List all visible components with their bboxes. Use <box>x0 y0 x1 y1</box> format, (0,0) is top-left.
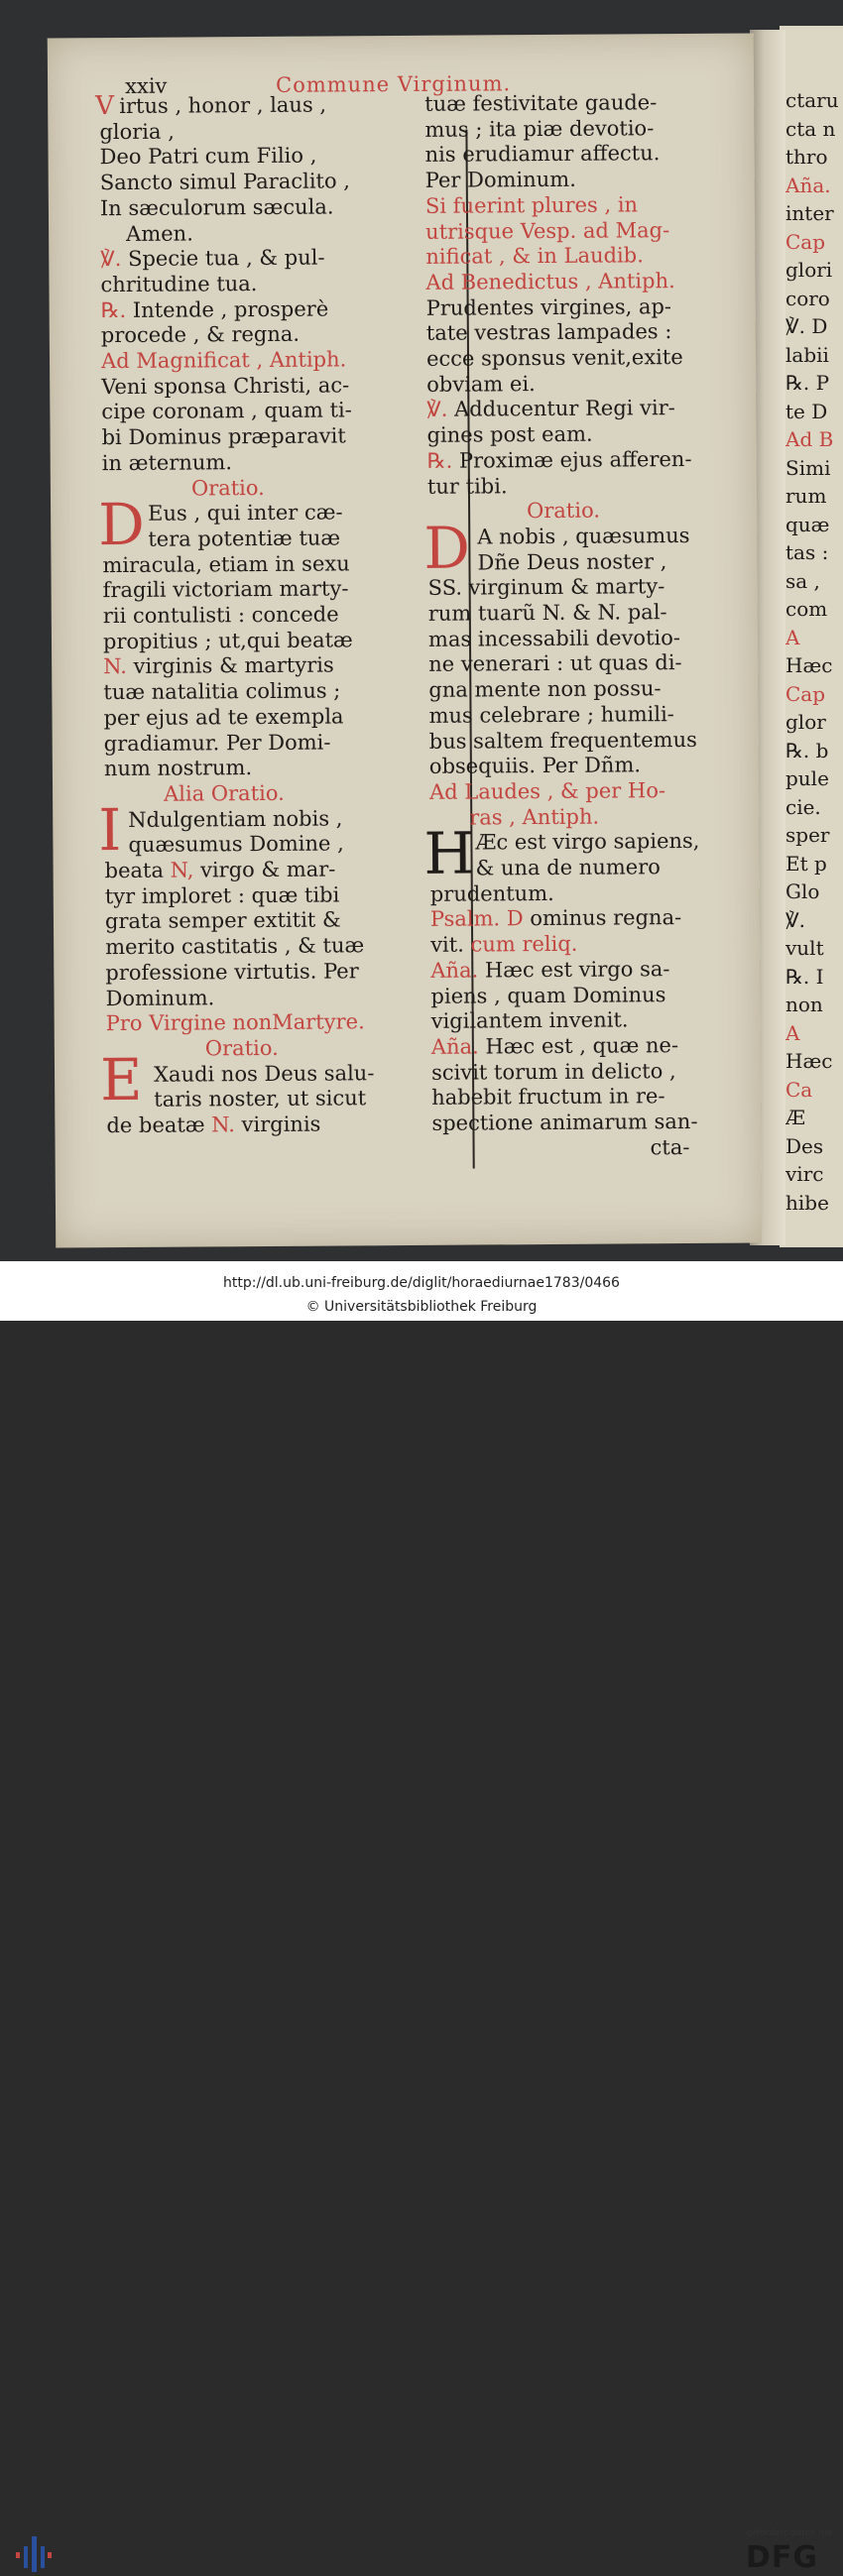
line-text: SS. virginum & marty- <box>427 574 665 601</box>
right-line <box>428 675 661 703</box>
line-text: de beatæ <box>106 1112 205 1138</box>
line-text: Ad Magnificat , Antiph. <box>100 347 347 374</box>
line-text: cipe coronam , quam ti- <box>101 398 352 424</box>
left-line <box>128 805 342 833</box>
right-line <box>430 982 665 1009</box>
line-text: grata semper extitit & <box>104 907 341 934</box>
next-page-fragment: te D <box>785 399 828 423</box>
right-line <box>430 904 681 932</box>
line-text: bi Dominus præparavit <box>101 423 346 450</box>
line-text: Specie tua , & pul- <box>127 245 325 272</box>
right-line <box>424 141 660 169</box>
left-line <box>105 881 340 909</box>
line-text: mus celebrare ; humili- <box>428 701 674 728</box>
right-line <box>430 931 577 958</box>
line-text: chritudine tua. <box>100 271 258 297</box>
line-text: Eus , qui inter cæ- <box>148 500 343 526</box>
left-line <box>101 423 345 451</box>
line-text: professione virtutis. Per <box>105 959 359 985</box>
next-page-fragment: hibe <box>785 1190 829 1215</box>
right-line <box>426 371 536 398</box>
copyright: © Universitätsbibliothek Freiburg <box>305 1299 538 1315</box>
left-line <box>101 346 346 374</box>
line-text: cta- <box>650 1134 690 1159</box>
left-line <box>100 245 324 273</box>
dfg-logo: DFG <box>746 2540 819 2575</box>
line-text: Oratio. <box>204 1035 279 1061</box>
left-line <box>128 831 343 859</box>
next-page-fragment: Et p <box>785 851 827 876</box>
next-page-fragment: Aña. <box>785 173 831 197</box>
book-page <box>48 34 762 1248</box>
line-text: ne venerari : ut quas di- <box>428 650 682 677</box>
next-page-fragment: sper <box>785 823 830 847</box>
line-text: merito castitatis , & tuæ <box>105 933 365 960</box>
line-text: Dñe Deus noster , <box>477 548 667 575</box>
initial-e: E <box>99 1045 143 1114</box>
line-text: Ad Laudes , & per Ho- <box>428 778 666 804</box>
line-text-cont: Hæc est virgo sa- <box>478 956 670 983</box>
line-text: tuæ festivitate gaude- <box>424 90 658 116</box>
left-line <box>100 193 334 221</box>
versicle-marker: ℞. <box>426 448 460 473</box>
line-text: Oratio. <box>190 475 265 500</box>
next-page-fragment: quæ <box>785 512 830 536</box>
right-line <box>425 268 674 295</box>
next-page-fragment: ℞. P <box>785 371 830 395</box>
line-text: per ejus ad te exempla <box>103 704 344 730</box>
line-text: num nostrum. <box>103 756 253 781</box>
left-line <box>154 1086 366 1112</box>
right-line <box>428 649 682 677</box>
right-line <box>429 753 641 779</box>
footer-bar <box>0 1261 843 2575</box>
next-page-fragment: thro <box>785 145 828 169</box>
right-line <box>477 523 689 549</box>
line-text-cont: virgo & mar- <box>199 857 336 882</box>
line-text: ecce sponsus venit,exite <box>425 345 683 371</box>
next-page-fragment: Cap <box>785 229 826 254</box>
line-text: obviam ei. <box>426 371 536 397</box>
line-text: mas incessabili devotio- <box>427 625 681 651</box>
left-line <box>106 1112 320 1139</box>
line-text: & una de numero <box>475 855 661 880</box>
line-text: nificat , & in Laudib. <box>425 243 644 270</box>
right-line <box>425 242 644 270</box>
left-line <box>101 321 300 348</box>
line-text: piens , quam Dominus <box>430 982 666 1008</box>
next-page-fragment: cie. <box>785 794 821 819</box>
line-text: Alia Oratio. <box>163 780 285 806</box>
line-text: tate vestras lampades : <box>425 319 672 346</box>
left-line <box>106 1008 365 1036</box>
line-text: rii contulisti : concede <box>102 602 339 629</box>
left-line <box>105 985 214 1011</box>
initial-d-left: D <box>97 490 145 559</box>
university-logo-icon <box>12 2532 56 2576</box>
left-line <box>126 220 193 246</box>
next-page-fragment: Des <box>785 1133 824 1158</box>
line-text: in æternum. <box>101 450 233 475</box>
left-line <box>99 118 175 145</box>
left-line <box>103 703 343 731</box>
versicle-marker: ℣. <box>100 247 129 272</box>
next-page-fragment: Cap <box>785 681 826 706</box>
initial-i: I <box>98 796 122 865</box>
next-page-fragment: ℣. D <box>785 314 828 338</box>
left-line <box>104 729 331 757</box>
line-text: Si fuerint plures , in <box>424 192 639 218</box>
next-page-fragment: A <box>785 625 800 649</box>
line-text: gna mente non possu- <box>428 676 662 702</box>
line-text: rum tuarũ N. & N. pal- <box>427 600 667 626</box>
next-page-fragment: tas : <box>785 540 829 564</box>
rubric-mark: N, <box>163 858 201 882</box>
left-line <box>100 168 350 195</box>
right-line <box>427 473 508 500</box>
next-page-fragment: glori <box>785 258 833 282</box>
line-text: tuæ natalitia colimus ; <box>103 678 341 705</box>
next-page-fragment: non <box>785 993 823 1016</box>
line-text: taris noster, ut sicut <box>154 1086 367 1112</box>
next-page-fragment: ℣. <box>785 907 806 932</box>
line-text-cont: Hæc est , quæ ne- <box>478 1032 679 1059</box>
line-text: quæsumus Domine , <box>128 831 344 858</box>
line-text: habebit fructum in re- <box>431 1084 665 1111</box>
next-page-fragment: rum <box>785 484 827 508</box>
line-text: Æc est virgo sapiens, <box>475 829 700 855</box>
line-text: fragili victoriam marty- <box>102 576 349 603</box>
next-page-fragment: ℞. b <box>785 738 829 762</box>
left-line <box>101 398 352 425</box>
next-page-fragment: virc <box>785 1162 824 1186</box>
next-page-fragment: Hæc <box>785 653 833 677</box>
right-line <box>425 167 576 193</box>
line-text: propitius ; ut,qui beatæ <box>102 628 353 653</box>
initial-d-right: D <box>423 514 471 582</box>
right-line <box>428 625 680 652</box>
left-line <box>103 601 339 629</box>
line-text: Deo Patri cum Filio , <box>99 143 317 170</box>
next-page-fragment: Æ <box>785 1106 806 1129</box>
right-line <box>469 803 599 830</box>
line-text: mus ; ita piæ devotio- <box>424 115 655 142</box>
next-page-fragment: Hæc <box>785 1049 833 1073</box>
line-text: Intende , prosperè <box>132 296 329 322</box>
line-text-cont: ominus regna- <box>530 905 682 931</box>
scan-area <box>0 0 843 1261</box>
versicle-marker: N. <box>103 654 134 679</box>
left-line <box>103 678 340 706</box>
right-line <box>428 701 674 729</box>
line-text: ras , Antiph. <box>469 804 600 830</box>
right-line <box>426 344 683 372</box>
line-text: virginis & martyris <box>133 652 334 679</box>
next-page-fragment: labii <box>785 342 829 367</box>
right-line <box>429 777 665 805</box>
right-line <box>476 854 661 880</box>
left-line <box>154 1060 375 1088</box>
line-text: tur tibi. <box>426 473 508 499</box>
right-line <box>527 498 600 525</box>
next-page-fragment: glor <box>785 710 826 734</box>
next-page-edge <box>780 26 843 1247</box>
right-line <box>431 1007 629 1034</box>
right-line <box>477 548 666 575</box>
line-text: nis erudiamur affectu. <box>424 141 661 168</box>
right-line <box>426 293 672 321</box>
initial-h: H <box>423 819 475 887</box>
right-line <box>424 89 657 117</box>
next-page-fragment: com <box>785 597 828 621</box>
line-text: Aña. <box>430 958 479 983</box>
line-text: beata <box>104 858 165 883</box>
line-text: Prudentes virgines, ap- <box>425 293 672 320</box>
line-text: vigilantem invenit. <box>430 1007 629 1034</box>
right-line <box>428 599 667 627</box>
left-line <box>164 780 285 807</box>
line-text: Psalm. <box>429 906 501 932</box>
right-line <box>426 318 672 346</box>
line-text: Amen. <box>126 220 193 246</box>
next-page-fragment: vult <box>785 936 824 960</box>
next-page-fragment: coro <box>785 286 830 310</box>
line-text: vit. <box>430 932 464 957</box>
line-text: Adducentur Regi vir- <box>454 396 675 422</box>
line-text: irtus , honor , laus , <box>119 92 327 118</box>
left-line <box>105 932 364 960</box>
line-text: tyr imploret : quæ tibi <box>104 882 340 908</box>
left-line <box>103 576 349 604</box>
next-page-fragment: pule <box>785 766 829 790</box>
left-line <box>100 271 257 297</box>
right-line <box>650 1134 689 1160</box>
line-text: Proximæ ejus afferen- <box>458 446 692 473</box>
next-page-fragment: Simi <box>785 455 831 480</box>
funder-note: gefördert durch die <box>746 2528 832 2538</box>
line-text: gradiamur. Per Domi- <box>103 730 331 756</box>
right-line <box>425 217 669 245</box>
line-text: prudentum. <box>429 880 554 906</box>
left-line <box>103 627 353 654</box>
line-text: A nobis , quæsumus <box>477 523 690 549</box>
left-line <box>191 474 265 501</box>
left-line <box>105 856 336 883</box>
initial-v: V <box>95 91 115 122</box>
right-line <box>427 446 692 474</box>
right-line <box>424 115 654 143</box>
versicle-marker: ℣. <box>426 398 455 422</box>
next-page-fragment: A <box>785 1020 800 1045</box>
line-text: Ad Benedictus , Antiph. <box>425 268 675 294</box>
left-line <box>102 449 232 476</box>
rubric-mark: N. <box>204 1112 242 1137</box>
next-page-fragment: Glo <box>785 879 820 903</box>
left-line <box>205 1035 279 1062</box>
left-line <box>148 525 340 551</box>
left-line <box>103 652 334 680</box>
right-line <box>431 1032 678 1060</box>
left-line <box>105 958 359 986</box>
left-line <box>148 500 343 527</box>
left-line <box>105 907 341 935</box>
line-text: Dominum. <box>105 985 215 1010</box>
line-text: spectione animarum san- <box>431 1109 698 1135</box>
rubric-mark: cum reliq. <box>463 931 578 957</box>
left-line <box>104 755 252 781</box>
line-text: bus saltem frequentemus <box>428 727 697 754</box>
right-line <box>426 395 675 422</box>
right-line <box>426 421 592 448</box>
right-line <box>475 828 699 856</box>
line-text: procede , & regna. <box>100 322 301 348</box>
line-text: Oratio. <box>527 498 601 524</box>
left-line <box>99 143 316 171</box>
next-page-fragment: ctaru <box>785 88 839 112</box>
next-page-fragment: sa , <box>785 568 820 593</box>
line-text: Pro Virgine nonMartyre. <box>105 1009 365 1036</box>
line-text: miracula, etiam in sexu <box>102 550 350 577</box>
right-line <box>425 191 638 218</box>
right-line <box>430 956 669 984</box>
left-line <box>119 92 326 119</box>
next-page-fragment: inter <box>785 201 834 225</box>
right-line <box>431 1109 697 1136</box>
line-text: Aña. <box>430 1034 479 1059</box>
right-line <box>431 1058 676 1086</box>
page-number: xxiv <box>125 73 168 98</box>
next-page-fragment: cta n <box>785 116 836 141</box>
next-page-fragment: Ad B <box>785 427 834 451</box>
line-text: Veni sponsa Christi, ac- <box>101 373 350 399</box>
line-text: tera potentiæ tuæ <box>148 526 341 551</box>
line-text-cont: virginis <box>241 1112 321 1137</box>
line-text: Per Dominum. <box>424 167 576 192</box>
running-title: Commune Virginum. <box>276 71 512 97</box>
next-page-fragment: Ca <box>785 1077 813 1102</box>
line-text: In sæculorum sæcula. <box>99 194 334 220</box>
line-text: Sancto simul Paraclito , <box>99 169 351 195</box>
next-page-fragment: ℞. I <box>785 964 824 989</box>
line-text: gloria , <box>99 119 175 144</box>
line-text: gines post eam. <box>426 421 593 447</box>
right-line <box>429 726 697 754</box>
line-text: scivit torum in delicto , <box>430 1058 676 1085</box>
source-url[interactable]: http://dl.ub.uni-freiburg.de/diglit/horaediurnae1783/0466 <box>223 1275 620 1291</box>
versicle-marker: ℞. <box>100 297 133 322</box>
line-text: Ndulgentiam nobis , <box>128 806 343 832</box>
left-line <box>101 372 349 400</box>
left-line <box>101 295 329 323</box>
line-text: Xaudi nos Deus salu- <box>153 1060 375 1087</box>
right-line <box>431 1083 665 1111</box>
line-text: utrisque Vesp. ad Mag- <box>425 217 670 244</box>
line-text: obsequiis. Per Dñm. <box>428 753 642 779</box>
rubric-mark: D <box>500 906 531 931</box>
